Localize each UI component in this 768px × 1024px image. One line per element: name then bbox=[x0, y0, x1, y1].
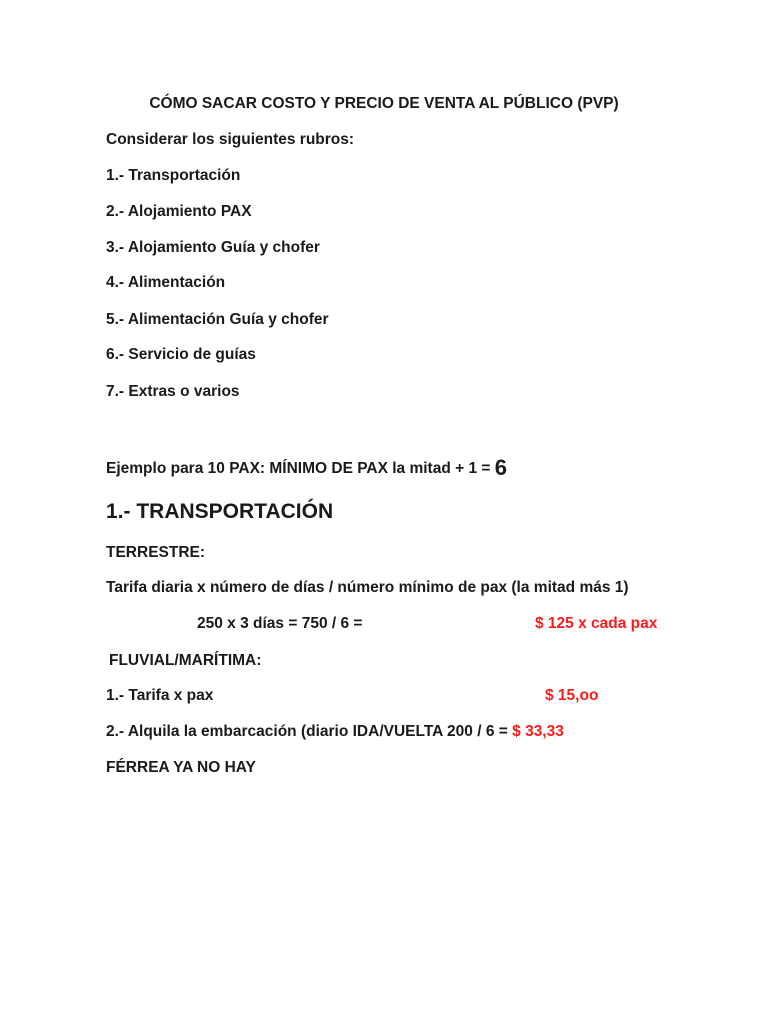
rubro-item-6: 6.- Servicio de guías bbox=[106, 346, 256, 363]
fluvial-item-2 bbox=[106, 722, 564, 742]
rubro-item-4: 4.- Alimentación bbox=[106, 274, 226, 291]
fluvial-label: FLUVIAL/MARÍTIMA: bbox=[109, 652, 262, 669]
section-heading: 1.- TRANSPORTACIÓN bbox=[106, 500, 334, 523]
fluvial-item-1-value: $ 15,oo bbox=[545, 687, 599, 704]
rubro-item-7: 7.- Extras o varios bbox=[106, 383, 240, 400]
terrestre-formula: Tarifa diaria x número de días / número mínimo de pax (la mitad más 1) bbox=[106, 579, 629, 596]
fluvial-item-2-value: $ 33,33 bbox=[512, 723, 564, 740]
rubro-item-5: 5.- Alimentación Guía y chofer bbox=[106, 311, 329, 328]
example-text: Ejemplo para 10 PAX: MÍNIMO DE PAX la mitad + 1 = bbox=[106, 460, 495, 477]
ferrea-note: FÉRREA YA NO HAY bbox=[106, 759, 256, 776]
rubro-item-3: 3.- Alojamiento Guía y chofer bbox=[106, 239, 320, 256]
terrestre-calc: 250 x 3 días = 750 / 6 = bbox=[197, 615, 363, 632]
terrestre-label: TERRESTRE: bbox=[106, 544, 206, 561]
intro-text: Considerar los siguientes rubros: bbox=[106, 131, 355, 148]
fluvial-item-1: 1.- Tarifa x pax bbox=[106, 687, 214, 704]
document-title: CÓMO SACAR COSTO Y PRECIO DE VENTA AL PÚBLICO (PVP) bbox=[149, 95, 619, 112]
example-value: 6 bbox=[494, 455, 508, 480]
example-line bbox=[106, 455, 508, 480]
rubro-item-1: 1.- Transportación bbox=[106, 167, 241, 184]
terrestre-result: $ 125 x cada pax bbox=[535, 615, 658, 632]
fluvial-item-2-text: 2.- Alquila la embarcación (diario IDA/VUELTA 200 / 6 = bbox=[106, 723, 513, 740]
rubro-item-2: 2.- Alojamiento PAX bbox=[106, 203, 252, 220]
